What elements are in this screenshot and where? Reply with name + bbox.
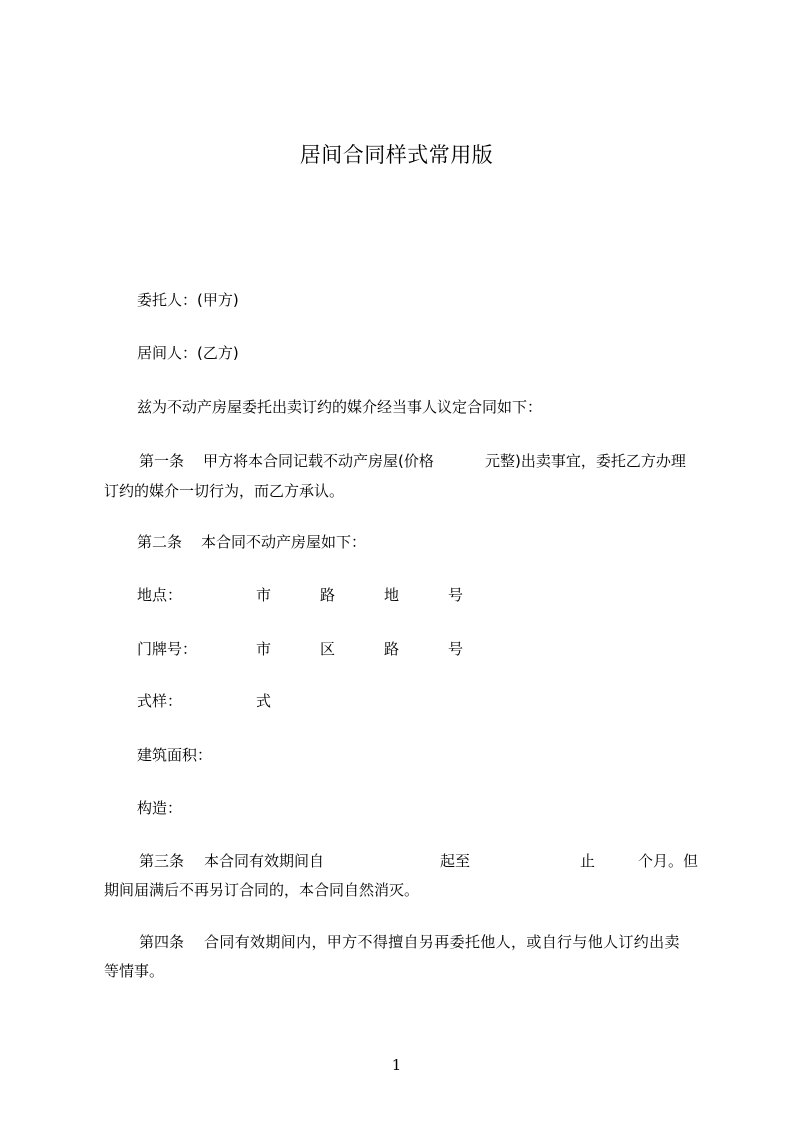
article3-text-a: 本合同有效期间自 (204, 852, 325, 870)
principal-line: 委托人：(甲方) (137, 291, 239, 309)
article4-line2: 等情事。 (104, 962, 165, 980)
house-number-district: 区 (320, 640, 336, 658)
article3-text-b: 起至 (440, 852, 471, 870)
article4-label: 第四条 (139, 933, 185, 951)
article3-line2: 期间届满后不再另订合同的，本合同自然消灭。 (104, 881, 420, 899)
house-number-city: 市 (256, 640, 272, 658)
house-number-road: 路 (384, 640, 400, 658)
article3-text-c: 止 (580, 852, 596, 870)
article3-label: 第三条 (139, 852, 185, 870)
intro-line: 兹为不动产房屋委托出卖订约的媒介经当事人议定合同如下： (137, 398, 543, 416)
article1-text-a: 甲方将本合同记载不动产房屋(价格 (203, 452, 434, 470)
location-city: 市 (256, 586, 272, 604)
location-land: 地 (384, 586, 400, 604)
article1-line2: 订约的媒介一切行为，而乙方承认。 (104, 482, 345, 500)
location-road: 路 (320, 586, 336, 604)
location-label: 地点： (137, 586, 183, 604)
document-title: 居间合同样式常用版 (299, 143, 494, 167)
building-area-label: 建筑面积： (137, 746, 213, 764)
style-value: 式 (256, 692, 272, 710)
style-label: 式样： (137, 692, 183, 710)
house-number-label: 门牌号： (137, 640, 198, 658)
article1-text-b: 元整)出卖事宜，委托乙方办理 (485, 452, 686, 470)
article2-text: 本合同不动产房屋如下： (201, 533, 367, 551)
article3-text-d: 个月。但 (638, 852, 699, 870)
location-number: 号 (448, 586, 464, 604)
structure-label: 构造： (137, 799, 183, 817)
intermediary-line: 居间人：(乙方) (137, 344, 239, 362)
article4-text: 合同有效期间内，甲方不得擅自另再委托他人，或自行与他人订约出卖 (204, 933, 680, 951)
article2-label: 第二条 (137, 533, 183, 551)
house-number-number: 号 (448, 640, 464, 658)
article1-label: 第一条 (139, 452, 185, 470)
page-number: 1 (391, 1056, 402, 1074)
